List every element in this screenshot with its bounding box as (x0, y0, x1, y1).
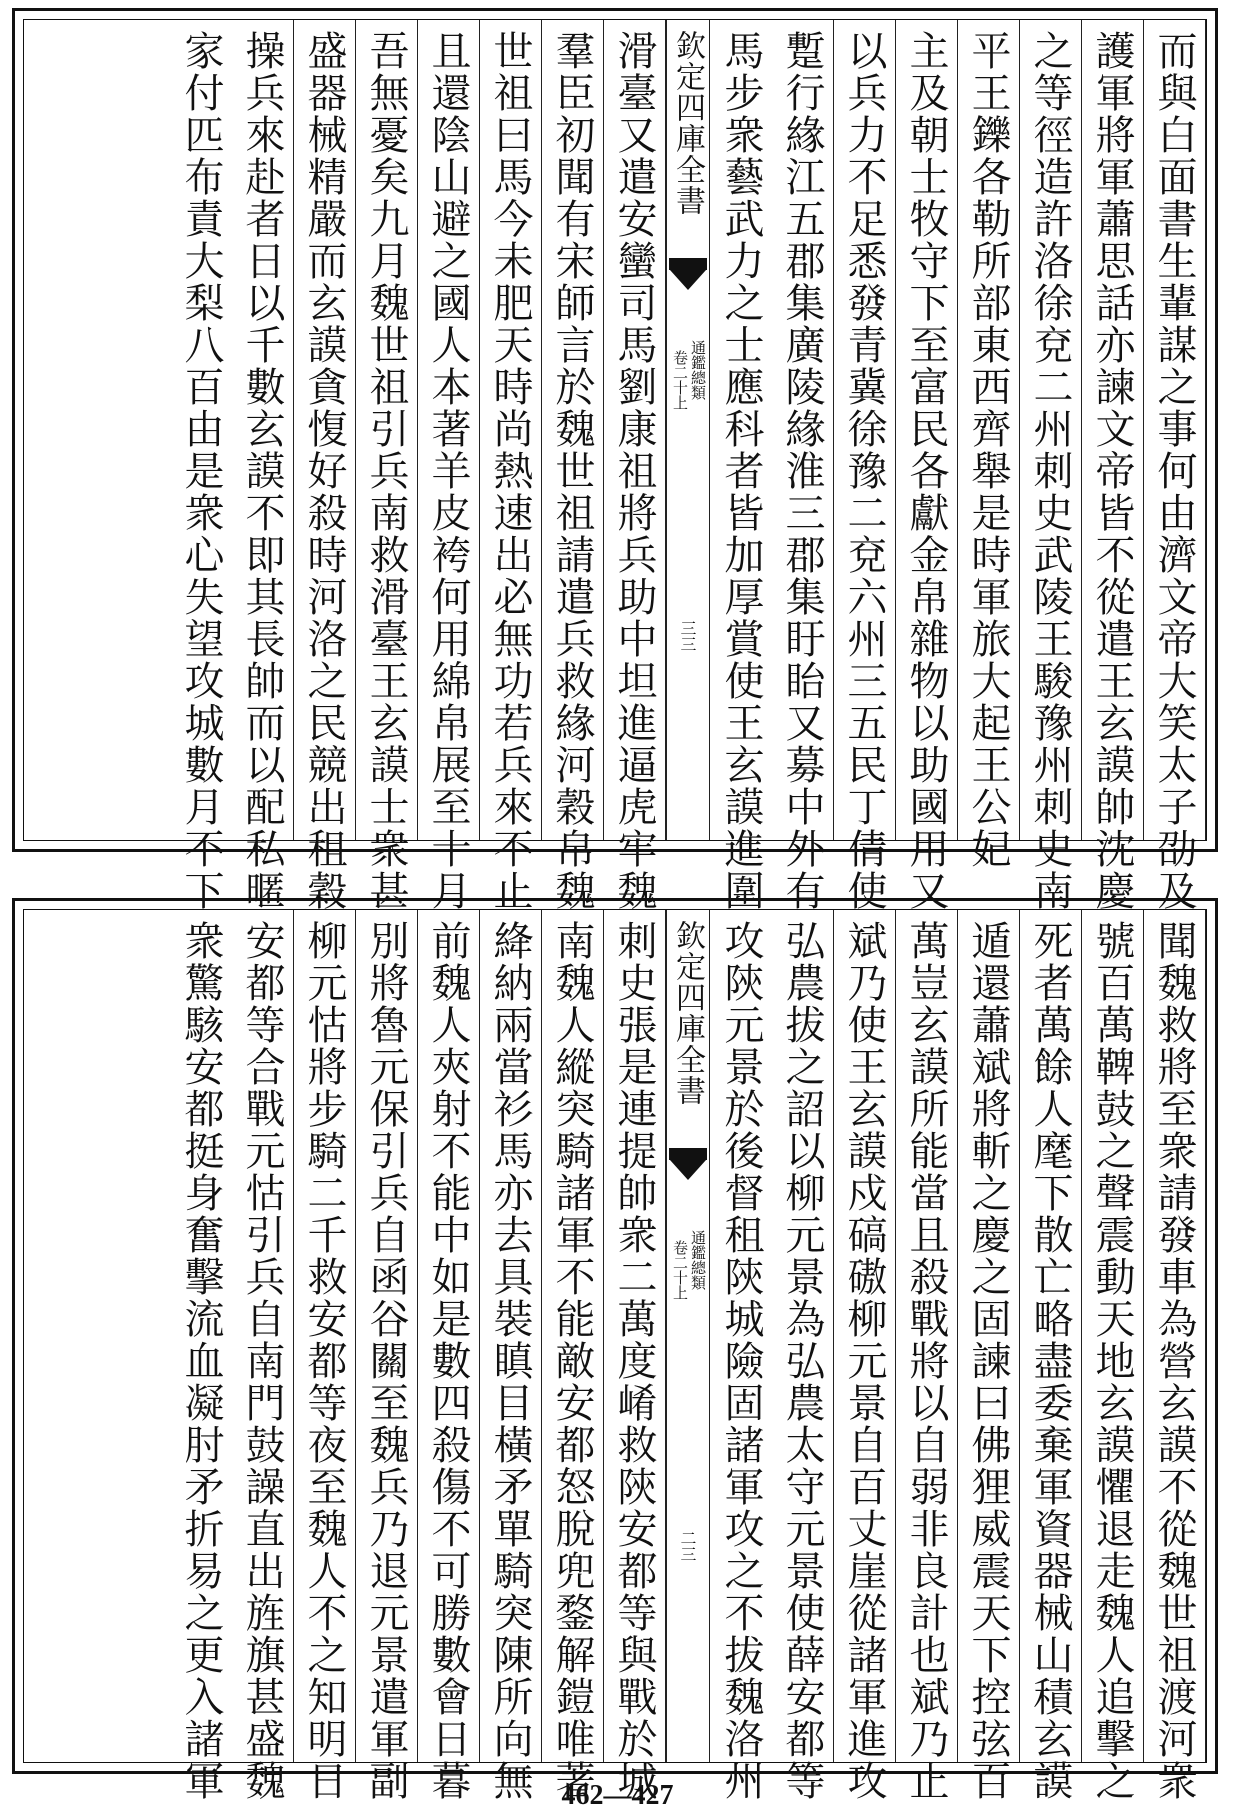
text-column (958, 910, 1020, 1802)
column-text: 主及朝士牧守下至富民各獻金帛雜物以助國用又 (903, 30, 949, 912)
text-column (896, 910, 958, 1802)
text-column (356, 910, 418, 1802)
text-column (170, 910, 232, 1802)
text-column (356, 20, 418, 912)
fish-tail-mark (669, 258, 707, 302)
column-text: 吾無憂矣九月魏世祖引兵南救滑臺王玄謨士衆甚 (363, 30, 409, 912)
column-text: 死者萬餘人麾下散亡略盡委棄軍資器械山積玄謨 (1027, 920, 1073, 1802)
text-column (294, 20, 356, 912)
text-column (772, 910, 834, 1802)
text-column (896, 20, 958, 912)
column-text: 而與白面書生輩謀之事何由濟文帝大笑太子劭及 (1151, 30, 1197, 912)
text-column (772, 20, 834, 912)
column-text: 衆驚駭安都挺身奮擊流血凝肘矛折易之更入諸軍 (178, 920, 224, 1802)
book-subtitle: 通鑑總類 (689, 1230, 707, 1290)
text-column (418, 910, 480, 1802)
column-text: 家付匹布責大梨八百由是衆心失望攻城數月不下 (178, 30, 224, 912)
fish-tail-mark (669, 1148, 707, 1192)
column-text: 世祖曰馬今未肥天時尚熱速出必無功若兵來不止 (487, 30, 533, 912)
book-subtitle: 通鑑總類 (689, 340, 707, 400)
text-column (1020, 20, 1082, 912)
column-text: 萬豈玄謨所能當且殺戰將以自弱非良計也斌乃止 (903, 920, 949, 1802)
text-column (604, 910, 666, 1802)
column-text: 聞魏救將至衆請發車為營玄謨不從魏世祖渡河衆 (1151, 920, 1197, 1802)
column-text: 弘農拔之詔以柳元景為弘農太守元景使薛安都等 (779, 920, 825, 1802)
column-text: 刺史張是連提帥衆二萬度崤救陝安都等與戰於城 (611, 920, 657, 1802)
column-text: 滑臺又遣安蠻司馬劉康祖將兵助中坦進逼虎牢魏 (611, 30, 657, 912)
column-text: 柳元怙將步騎二千救安都等夜至魏人不之知明日 (301, 920, 347, 1802)
text-column (834, 20, 896, 912)
text-column (834, 910, 896, 1802)
column-text: 操兵來赴者日以千數玄謨不即其長帥而以配私暱 (239, 30, 285, 912)
text-column (232, 20, 294, 912)
column-text: 盛器械精嚴而玄謨貪愎好殺時河洛之民競出租穀 (301, 30, 347, 912)
text-column (1144, 20, 1206, 912)
page-number: 三三 (678, 620, 697, 652)
column-text: 以兵力不足悉發青冀徐豫二兗六州三五民丁倩使 (841, 30, 887, 912)
text-column (542, 20, 604, 912)
column-text: 絳納兩當衫馬亦去具裝瞋目橫矛單騎突陳所向無 (487, 920, 533, 1802)
text-column (958, 20, 1020, 870)
column-text: 南魏人縱突騎諸軍不能敵安都怒脫兜鍪解鎧唯著 (549, 920, 595, 1802)
text-column (480, 910, 542, 1802)
column-text: 攻陝元景於後督租陝城險固諸軍攻之不拔魏洛州 (718, 920, 764, 1802)
column-text: 別將魯元保引兵自函谷關至魏兵乃退元景遣軍副 (363, 920, 409, 1802)
upper-page (12, 8, 1218, 912)
center-strip (666, 910, 710, 1762)
scan-page-id: 462—427 (561, 1780, 674, 1811)
text-column (170, 20, 232, 912)
column-text: 且還陰山避之國人本著羊皮袴何用綿帛展至十月 (425, 30, 471, 912)
text-column (1144, 910, 1206, 1802)
text-column (294, 910, 356, 1802)
column-text: 平王鑠各勒所部東西齊舉是時軍旅大起王公妃 (965, 30, 1011, 870)
column-text: 安都等合戰元怙引兵自南門鼓譟直出旌旗甚盛魏 (239, 920, 285, 1802)
text-column (1082, 910, 1144, 1802)
book-title: 欽定四庫全書 (670, 30, 705, 216)
book-title: 欽定四庫全書 (670, 920, 705, 1106)
text-column (604, 20, 666, 912)
text-column (232, 910, 294, 1802)
text-column (542, 910, 604, 1802)
column-text: 護軍將軍蕭思話亦諫文帝皆不從遣王玄謨帥沈慶 (1089, 30, 1135, 912)
column-text: 馬步衆藝武力之士應科者皆加厚賞使王玄謨進圍 (718, 30, 764, 912)
column-text: 斌乃使王玄謨戍碻磝柳元景自百丈崖從諸軍進攻 (841, 920, 887, 1802)
column-text: 號百萬鞞鼓之聲震動天地玄謨懼退走魏人追擊之 (1089, 920, 1135, 1802)
text-column (710, 20, 772, 912)
column-text: 羣臣初聞有宋師言於魏世祖請遣兵救緣河穀帛魏 (549, 30, 595, 912)
column-text: 遁還蕭斌將斬之慶之固諫曰佛狸威震天下控弦百 (965, 920, 1011, 1802)
center-strip (666, 20, 710, 840)
column-text: 蹔行緣江五郡集廣陵緣淮三郡集盱眙又募中外有 (779, 30, 825, 912)
column-text: 之等徑造許洛徐兗二州刺史武陵王駿豫州刺史南 (1027, 30, 1073, 912)
text-column (480, 20, 542, 912)
volume-label: 卷二十上 (671, 350, 689, 410)
column-text: 前魏人夾射不能中如是數四殺傷不可勝數會日暮 (425, 920, 471, 1802)
page-number: 二三 (678, 1530, 697, 1562)
upper-page-frame (23, 19, 1207, 912)
volume-label: 卷二十上 (671, 1240, 689, 1300)
text-column (710, 910, 772, 1802)
text-column (1082, 20, 1144, 912)
text-column (1020, 910, 1082, 1802)
text-column (418, 20, 480, 912)
